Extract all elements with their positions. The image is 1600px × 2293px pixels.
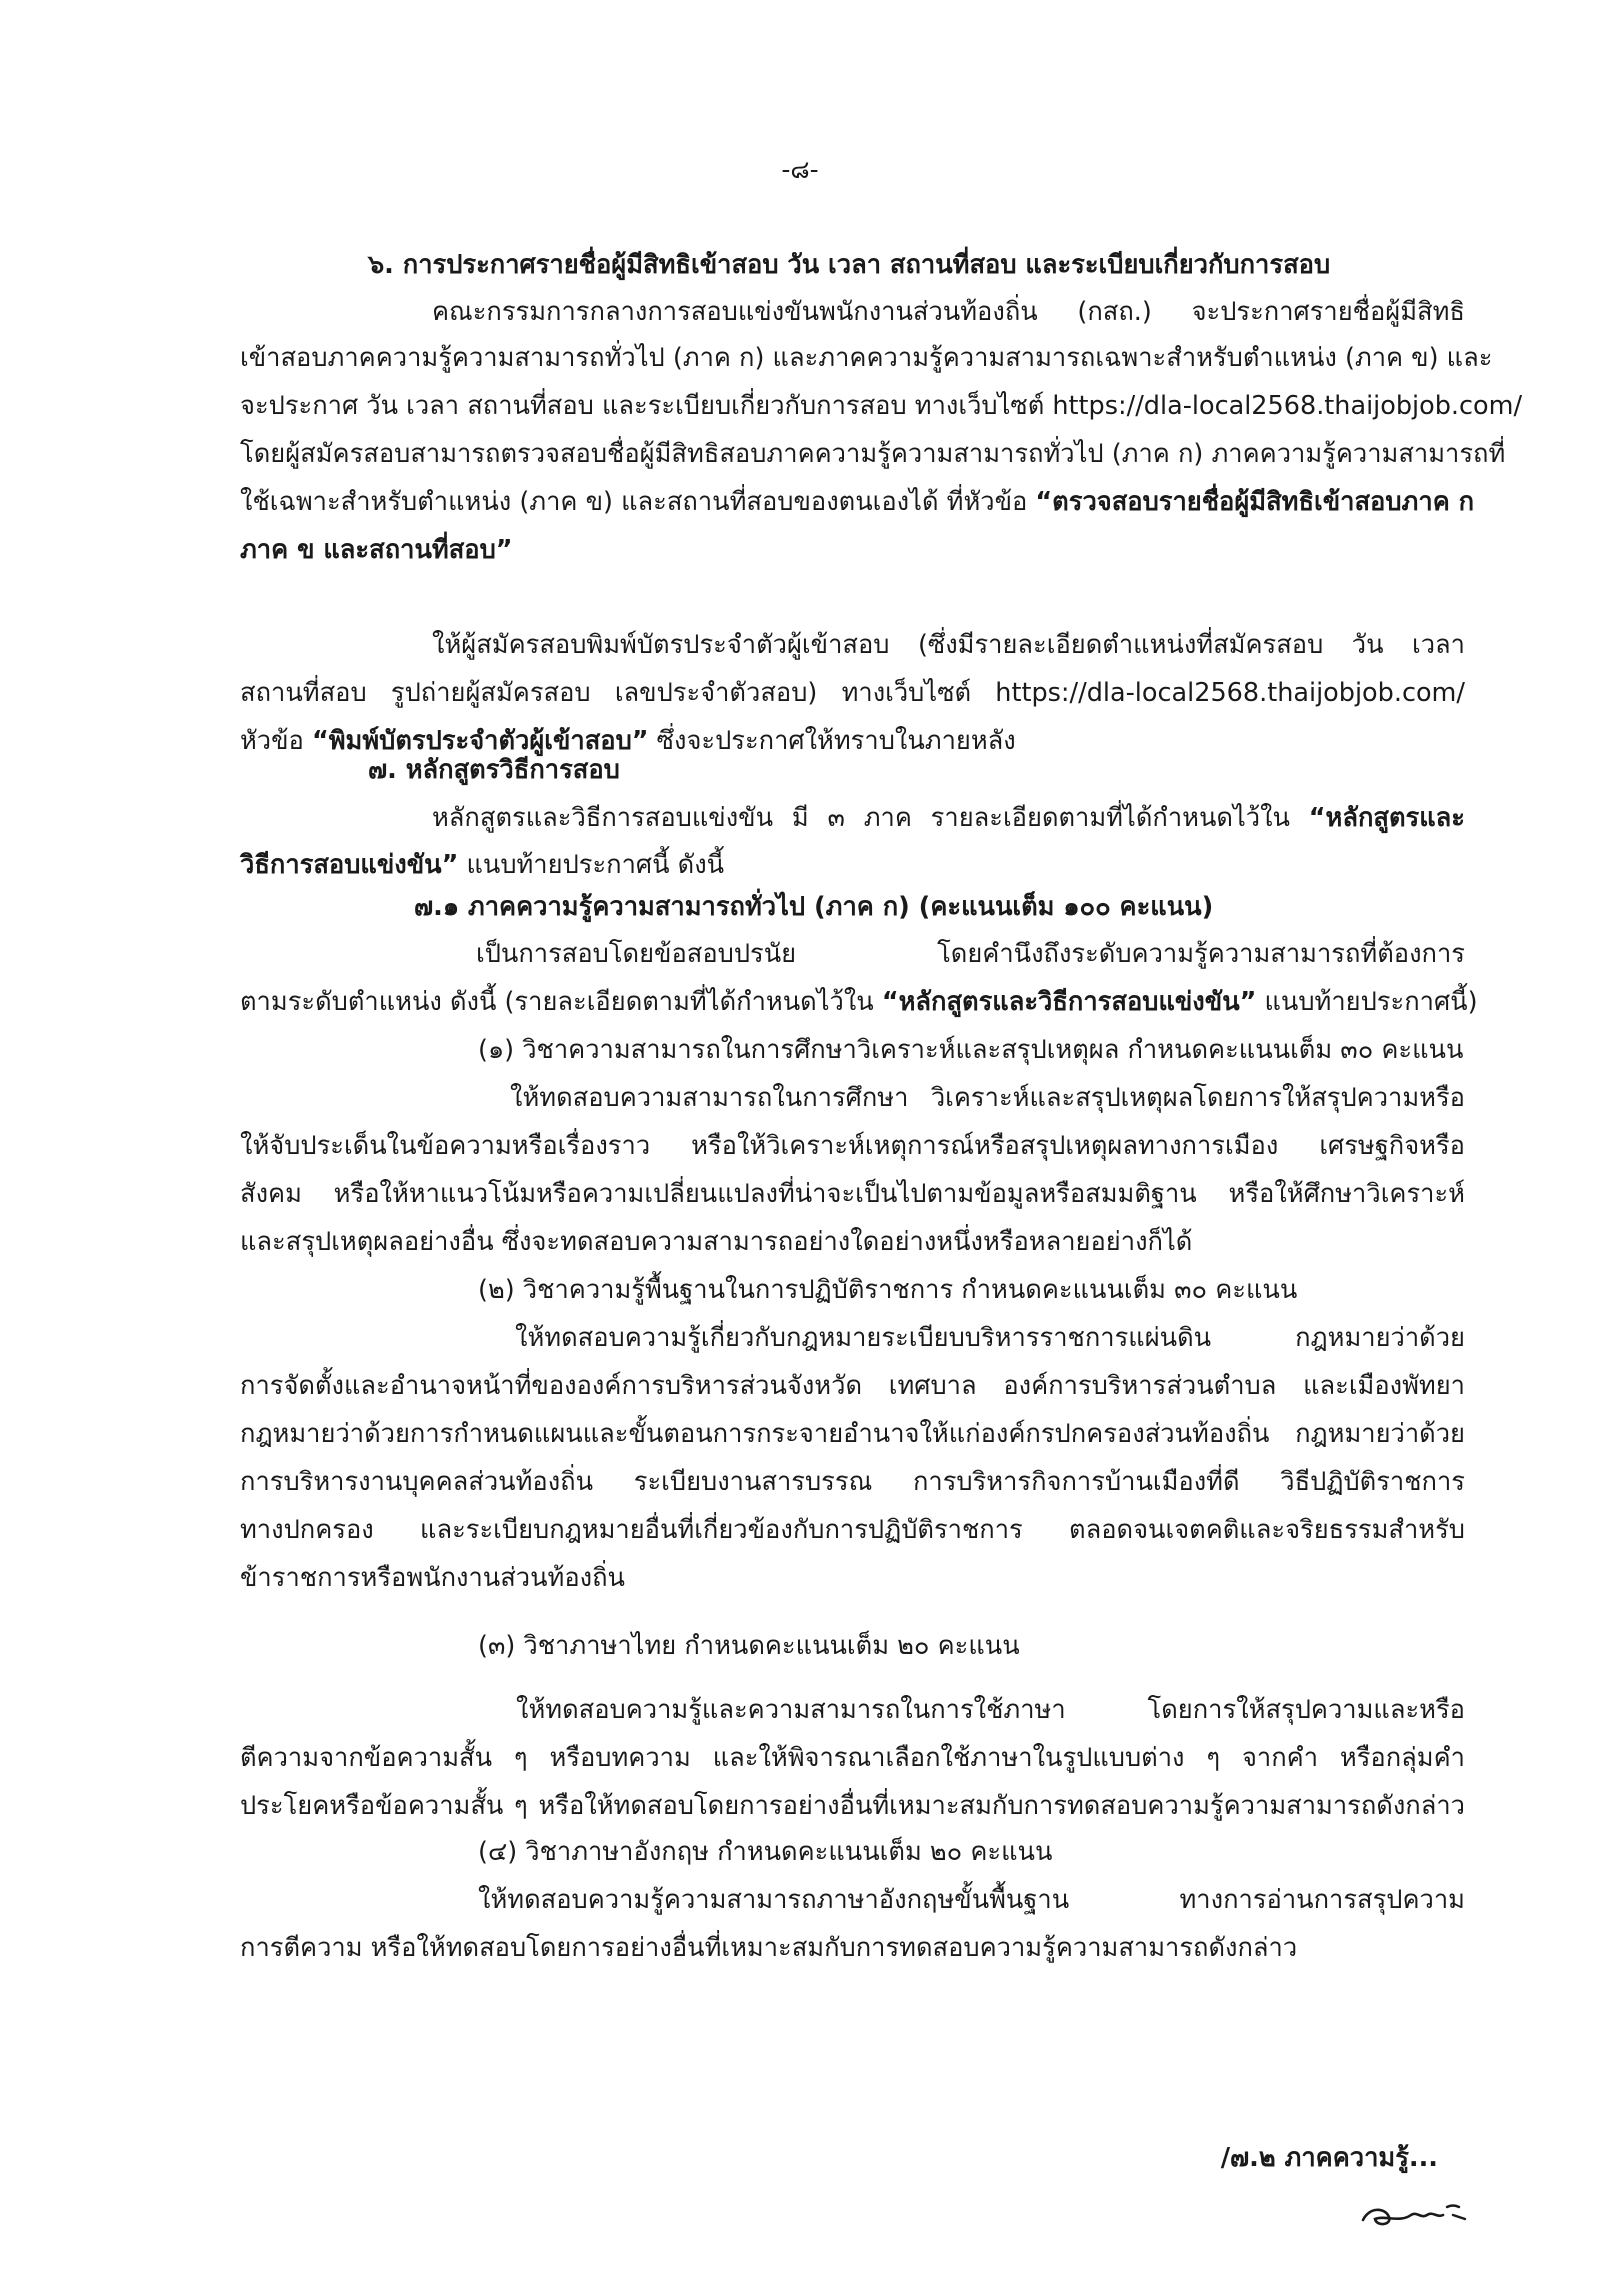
section6-para2-line3-prefix: หัวข้อ xyxy=(240,726,312,756)
page-number: -๘- xyxy=(781,155,819,184)
sub3-line1: ให้ทดสอบความรู้และความสามารถในการใช้ภาษา โดยการให้สรุปความและหรือ xyxy=(516,1695,1465,1725)
section6-para1-line5-text: ใช้เฉพาะสำหรับตำแหน่ง (ภาค ข) และสถานที่สอบของตนเองได้ ที่หัวข้อ xyxy=(240,487,1036,517)
sub2-line2: การจัดตั้งและอำนาจหน้าที่ขององค์การบริหารส่วนจังหวัด เทศบาล องค์การบริหารส่วนตำบล และเมืองพัทยา xyxy=(240,1371,1465,1401)
section6-para1-line6: ภาค ข และสถานที่สอบ” xyxy=(240,535,513,565)
section71-heading: ๗.๑ ภาคความรู้ความสามารถทั่วไป (ภาค ก) (คะแนนเต็ม ๑๐๐ คะแนน) xyxy=(414,892,1214,922)
section71-line2-suffix: แนบท้ายประกาศนี้) xyxy=(1256,987,1478,1017)
section6-para2-line1: ให้ผู้สมัครสอบพิมพ์บัตรประจำตัวผู้เข้าสอบ (ซึ่งมีรายละเอียดตำแหน่งที่สมัครสอบ วัน เวลา xyxy=(432,630,1465,660)
sub4-line1: ให้ทดสอบความรู้ความสามารถภาษาอังกฤษขั้นพื้นฐาน ทางการอ่านการสรุปความ xyxy=(478,1885,1465,1915)
sub2-line1: ให้ทดสอบความรู้เกี่ยวกับกฎหมายระเบียบบริหารราชการแผ่นดิน กฎหมายว่าด้วย xyxy=(515,1323,1465,1353)
section71-curriculum-ref: “หลักสูตรและวิธีการสอบแข่งขัน” xyxy=(881,987,1257,1017)
signature-mark xyxy=(1355,2185,1470,2235)
sub1-title: (๑) วิชาความสามารถในการศึกษาวิเคราะห์และสรุปเหตุผล กำหนดคะแนนเต็ม ๓๐ คะแนน xyxy=(478,1035,1464,1065)
sub1-line4: และสรุปเหตุผลอย่างอื่น ซึ่งจะทดสอบความสามารถอย่างใดอย่างหนึ่งหรือหลายอย่างก็ได้ xyxy=(240,1227,1193,1257)
section6-heading: ๖. การประกาศรายชื่อผู้มีสิทธิเข้าสอบ วัน เวลา สถานที่สอบ และระเบียบเกี่ยวกับการสอบ xyxy=(368,250,1331,280)
sub3-title: (๓) วิชาภาษาไทย กำหนดคะแนนเต็ม ๒๐ คะแนน xyxy=(478,1631,1020,1661)
section6-para2-line2: สถานที่สอบ รูปถ่ายผู้สมัครสอบ เลขประจำตัวสอบ) ทางเว็บไซต์ https://dla-local2568.thaijobjob.com/ xyxy=(240,678,1465,708)
sub1-line3: สังคม หรือให้หาแนวโน้มหรือความเปลี่ยนแปลงที่น่าจะเป็นไปตามข้อมูลหรือสมมติฐาน หรือให้ศึกษาวิเคราะห์ xyxy=(240,1179,1465,1209)
continuation-note: /๗.๒ ภาคความรู้... xyxy=(1220,2143,1438,2173)
section6-para1-line5 xyxy=(240,482,1475,522)
section7-heading: ๗. หลักสูตรวิธีการสอบ xyxy=(368,755,620,785)
sub3-line2: ตีความจากข้อความสั้น ๆ หรือบทความ และให้พิจารณาเลือกใช้ภาษาในรูปแบบต่าง ๆ จากคำ หรือกลุ่มคำ xyxy=(240,1743,1465,1773)
sub4-line2: การตีความ หรือให้ทดสอบโดยการอย่างอื่นที่เหมาะสมกับการทดสอบความรู้ความสามารถดังกล่าว xyxy=(240,1933,1298,1963)
sub4-title: (๔) วิชาภาษาอังกฤษ กำหนดคะแนนเต็ม ๒๐ คะแนน xyxy=(478,1837,1053,1867)
section6-para1-line4: โดยผู้สมัครสอบสามารถตรวจสอบชื่อผู้มีสิทธิสอบภาคความรู้ความสามารถทั่วไป (ภาค ก) ภาคความรู้ความสามารถที่ xyxy=(240,439,1506,469)
section7-para1-line2-suffix: แนบท้ายประกาศนี้ ดังนี้ xyxy=(458,850,725,880)
section7-curriculum-ref: “หลักสูตรและ xyxy=(1308,803,1465,833)
section6-para1-line1: คณะกรรมการกลางการสอบแข่งขันพนักงานส่วนท้องถิ่น (กสถ.) จะประกาศรายชื่อผู้มีสิทธิ xyxy=(432,297,1465,327)
sub1-line2: ให้จับประเด็นในข้อความหรือเรื่องราว หรือให้วิเคราะห์เหตุการณ์หรือสรุปเหตุผลทางการเมือง เศรษฐกิจหรือ xyxy=(240,1131,1465,1161)
sub2-line3: กฎหมายว่าด้วยการกำหนดแผนและขั้นตอนการกระจายอำนาจให้แก่องค์กรปกครองส่วนท้องถิ่น กฎหมายว่าด้วย xyxy=(240,1419,1465,1449)
section7-curriculum-ref-cont: วิธีการสอบแข่งขัน” xyxy=(240,850,459,880)
sub2-title: (๒) วิชาความรู้พื้นฐานในการปฏิบัติราชการ กำหนดคะแนนเต็ม ๓๐ คะแนน xyxy=(478,1275,1298,1305)
section7-para1-line1 xyxy=(432,798,1465,838)
section6-para1-line3: จะประกาศ วัน เวลา สถานที่สอบ และระเบียบเกี่ยวกับการสอบ ทางเว็บไซต์ https://dla-local2568.thaijobjob.com/ xyxy=(240,391,1523,421)
section6-para2-line3 xyxy=(240,721,1016,761)
sub2-line4: การบริหารงานบุคคลส่วนท้องถิ่น ระเบียบงานสารบรรณ การบริหารกิจการบ้านเมืองที่ดี วิธีปฏิบัติราชการ xyxy=(240,1467,1465,1497)
section71-line1: เป็นการสอบโดยข้อสอบปรนัย โดยคำนึงถึงระดับความรู้ความสามารถที่ต้องการ xyxy=(476,939,1465,969)
sub2-line6: ข้าราชการหรือพนักงานส่วนท้องถิ่น xyxy=(240,1563,625,1593)
section6-para1-line2: เข้าสอบภาคความรู้ความสามารถทั่วไป (ภาค ก) และภาคความรู้ความสามารถเฉพาะสำหรับตำแหน่ง (ภาค ข) และ xyxy=(240,343,1493,373)
section6-para2-line3-suffix: ซึ่งจะประกาศให้ทราบในภายหลัง xyxy=(648,726,1016,756)
section71-line2 xyxy=(240,982,1478,1022)
sub2-line5: ทางปกครอง และระเบียบกฎหมายอื่นที่เกี่ยวข้องกับการปฏิบัติราชการ ตลอดจนเจตคติและจริยธรรมสำหรับ xyxy=(240,1515,1465,1545)
section71-line2-text: ตามระดับตำแหน่ง ดังนี้ (รายละเอียดตามที่ได้กำหนดไว้ใน xyxy=(240,987,882,1017)
sub1-line1: ให้ทดสอบความสามารถในการศึกษา วิเคราะห์และสรุปเหตุผลโดยการให้สรุปความหรือ xyxy=(510,1083,1465,1113)
section6-check-topic: “ตรวจสอบรายชื่อผู้มีสิทธิเข้าสอบภาค ก xyxy=(1035,487,1475,517)
sub3-line3: ประโยคหรือข้อความสั้น ๆ หรือให้ทดสอบโดยการอย่างอื่นที่เหมาะสมกับการทดสอบความรู้ความสามารถดังกล่าว xyxy=(240,1791,1465,1821)
section7-para1-line2 xyxy=(240,845,724,885)
section7-para1-line1-text: หลักสูตรและวิธีการสอบแข่งขัน มี ๓ ภาค รายละเอียดตามที่ได้กำหนดไว้ใน xyxy=(432,803,1309,833)
section6-print-card-topic: “พิมพ์บัตรประจำตัวผู้เข้าสอบ” xyxy=(311,726,649,756)
